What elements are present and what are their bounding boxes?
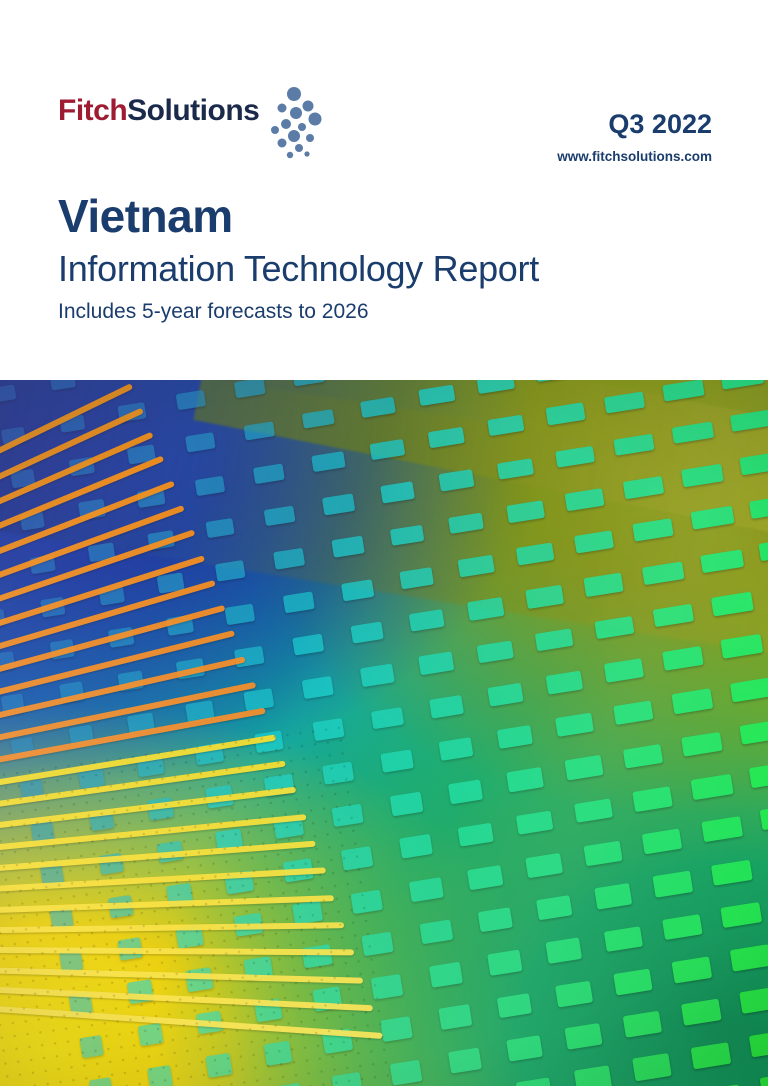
cover-photo-vignette [0,380,768,1086]
brand-wordmark [58,96,259,126]
cover-header [0,0,768,380]
report-title: Information Technology Report [58,248,539,290]
issue-info [557,110,712,164]
brand-name-fitch: Fitch [58,94,128,127]
fitch-solutions-dot-cluster-icon [263,86,325,169]
brand-name-solutions: Solutions [127,94,260,127]
title-block [58,192,718,324]
country-name: Vietnam [58,190,233,242]
report-subtitle: Includes 5-year forecasts to 2026 [58,299,369,323]
website-url[interactable]: www.fitchsolutions.com [557,148,712,164]
brand-logo [58,96,325,169]
issue-quarter: Q3 2022 [608,109,712,139]
cover-photo [0,380,768,1086]
